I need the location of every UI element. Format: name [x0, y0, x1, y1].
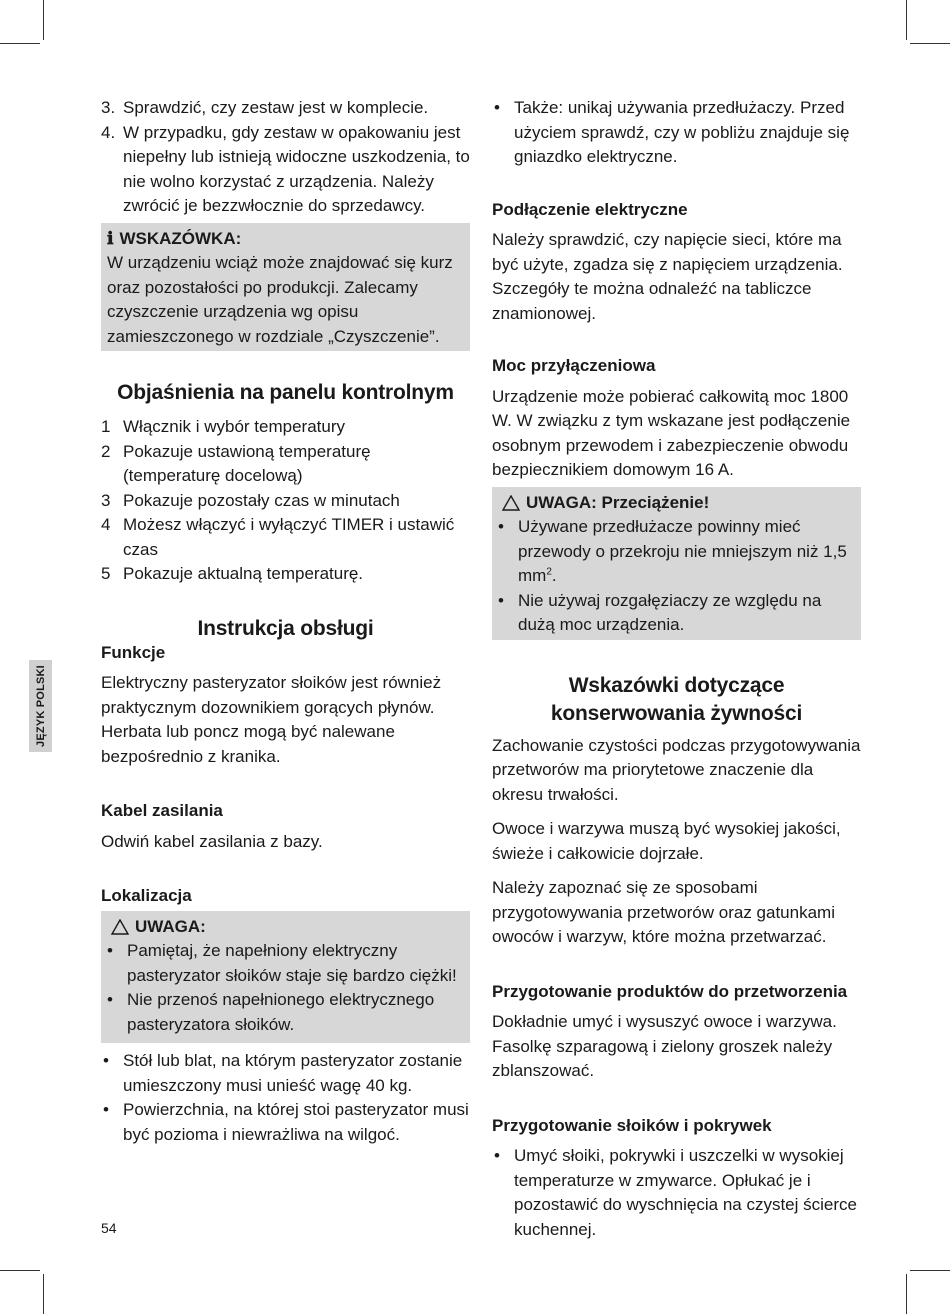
- location-list: [101, 1049, 470, 1147]
- panel-items-list: [101, 415, 470, 587]
- section-heading-panel: Objaśnienia na panelu kontrolnym: [117, 381, 454, 404]
- functions-paragraph-1: Elektryczny pasteryzator słoików jest również praktycznym dozownikiem gorących płynów.: [101, 673, 442, 717]
- list-item: • Także: unikaj używania przedłużaczy. Przed użyciem sprawdź, czy w pobliżu znajduje się gniazdko elektryczne.: [492, 96, 861, 170]
- overload-list: [496, 515, 855, 638]
- hint-header: [107, 227, 464, 252]
- crop-mark: [43, 1274, 44, 1314]
- crop-mark: [906, 1274, 907, 1314]
- cable-text: Odwiń kabel zasilania z bazy.: [101, 831, 323, 851]
- left-column: [101, 96, 470, 1147]
- list-item: 3. Sprawdzić, czy zestaw jest w komplecie.: [101, 98, 429, 117]
- info-icon: ℹ: [107, 228, 114, 249]
- list-item: 2 Pokazuje ustawioną temperaturę (temperaturę docelową): [101, 441, 371, 485]
- section-heading-food: Wskazówki dotyczące konserwowania żywności: [550, 673, 803, 725]
- crop-mark: [910, 43, 950, 44]
- crop-mark: [0, 1270, 40, 1271]
- list-item: 5 Pokazuje aktualną temperaturę.: [101, 564, 364, 583]
- warning-title: UWAGA:: [135, 916, 206, 936]
- food-paragraph-2: Owoce i warzywa muszą być wysokiej jakości, świeże i całkowicie dojrzałe.: [492, 819, 841, 863]
- extension-list: [492, 96, 861, 170]
- steps-list: [101, 96, 470, 219]
- electric-text: Należy sprawdzić, czy napięcie sieci, które ma być użyte, zgadza się z napięciem urządzenia. Szczegóły te można odnaleźć na tabliczce znamionowej.: [492, 230, 843, 323]
- food-paragraph-1: Zachowanie czystości podczas przygotowywania przetworów ma priorytetowe znaczenie dla okresu trwałości.: [492, 735, 861, 804]
- warning-list: [105, 939, 464, 1037]
- language-side-tab: [29, 660, 52, 752]
- subheading-power: Moc przyłączeniowa: [492, 356, 656, 375]
- warning-header: [107, 915, 464, 940]
- subheading-jars: Przygotowanie słoików i pokrywek: [492, 1115, 772, 1135]
- functions-paragraph-2: Herbata lub poncz mogą być nalewane bezpośrednio z kranika.: [101, 722, 395, 766]
- list-item: • Nie używaj rozgałęziaczy ze względu na dużą moc urządzenia.: [496, 589, 855, 638]
- subheading-prep: Przygotowanie produktów do przetworzenia: [492, 981, 848, 1001]
- food-paragraph-3: Należy zapoznać się ze sposobami przygotowywania przetworów oraz gatunkami owoców i warzyw, które można przetwarzać.: [492, 878, 835, 946]
- overload-warning-box: [492, 487, 861, 640]
- warning-box: [101, 911, 470, 1044]
- crop-mark: [910, 1270, 950, 1271]
- crop-mark: [43, 0, 44, 40]
- list-item: • Stół lub blat, na którym pasteryzator zostanie umieszczony musi unieść wagę 40 kg.: [101, 1049, 470, 1098]
- subheading-cable: Kabel zasilania: [101, 801, 223, 820]
- subheading-functions: Funkcje: [101, 642, 166, 662]
- list-item: 3 Pokazuje pozostały czas w minutach: [101, 490, 400, 510]
- right-column: [492, 96, 861, 1242]
- hint-text: W urządzeniu wciąż może znajdować się kurz oraz pozostałości po produkcji. Zalecamy czyszczenie urządzenia wg opisu zamieszczonego w rozdziale „Czyszczenie”.: [107, 253, 453, 346]
- warning-triangle-icon: [111, 919, 129, 935]
- list-item: 4 Możesz włączyć i wyłączyć TIMER i ustawić czas: [101, 515, 455, 559]
- list-item: • Używane przedłużacze powinny mieć przewody o przekroju nie mniejszym niż 1,5 $mm^2$.: [496, 515, 855, 589]
- prep-text: Dokładnie umyć i wysuszyć owoce i warzywa. Fasolkę szparagową i zielony groszek należy zblanszować.: [492, 1012, 837, 1080]
- side-tab-label: JĘZYK POLSKI: [34, 665, 47, 747]
- crop-mark: [906, 0, 907, 40]
- warning-triangle-icon: [502, 495, 520, 511]
- list-item: • Pamiętaj, że napełniony elektryczny pasteryzator słoików staje się bardzo ciężki!: [105, 939, 464, 988]
- list-item: • Umyć słoiki, pokrywki i uszczelki w wysokiej temperaturze w zmywarce. Opłukać je i pozostawić do wyschnięcia na czystej ścierce kuchennej.: [492, 1144, 861, 1242]
- power-text: Urządzenie może pobierać całkowitą moc 1800 W. W związku z tym wskazane jest podłączenie osobnym przewodem i zabezpieczenie obwodu bezpiecznikiem domowym 16 A.: [492, 386, 851, 479]
- crop-mark: [0, 43, 40, 44]
- list-item: 4. W przypadku, gdy zestaw w opakowaniu jest niepełny lub istnieją widoczne uszkodzenia, to nie wolno korzystać z urządzenia. Należy zwrócić je bezzwłocznie do sprzedawcy.: [101, 122, 470, 215]
- list-item: • Powierzchnia, na której stoi pasteryzator musi być pozioma i niewrażliwa na wilgoć.: [101, 1098, 470, 1147]
- list-item: • Nie przenoś napełnionego elektrycznego pasteryzatora słoików.: [105, 988, 464, 1037]
- section-heading-manual: Instrukcja obsługi: [197, 616, 374, 640]
- page-number: 54: [101, 1220, 117, 1236]
- subheading-electric: Podłączenie elektryczne: [492, 199, 688, 219]
- jars-list: [492, 1144, 861, 1242]
- subheading-location: Lokalizacja: [101, 886, 192, 905]
- hint-box: [101, 223, 470, 352]
- overload-title: UWAGA: Przeciążenie!: [526, 492, 710, 512]
- overload-header: [498, 491, 855, 516]
- list-item: 1 Włącznik i wybór temperatury: [101, 417, 346, 436]
- hint-title: WSKAZÓWKA:: [119, 228, 242, 248]
